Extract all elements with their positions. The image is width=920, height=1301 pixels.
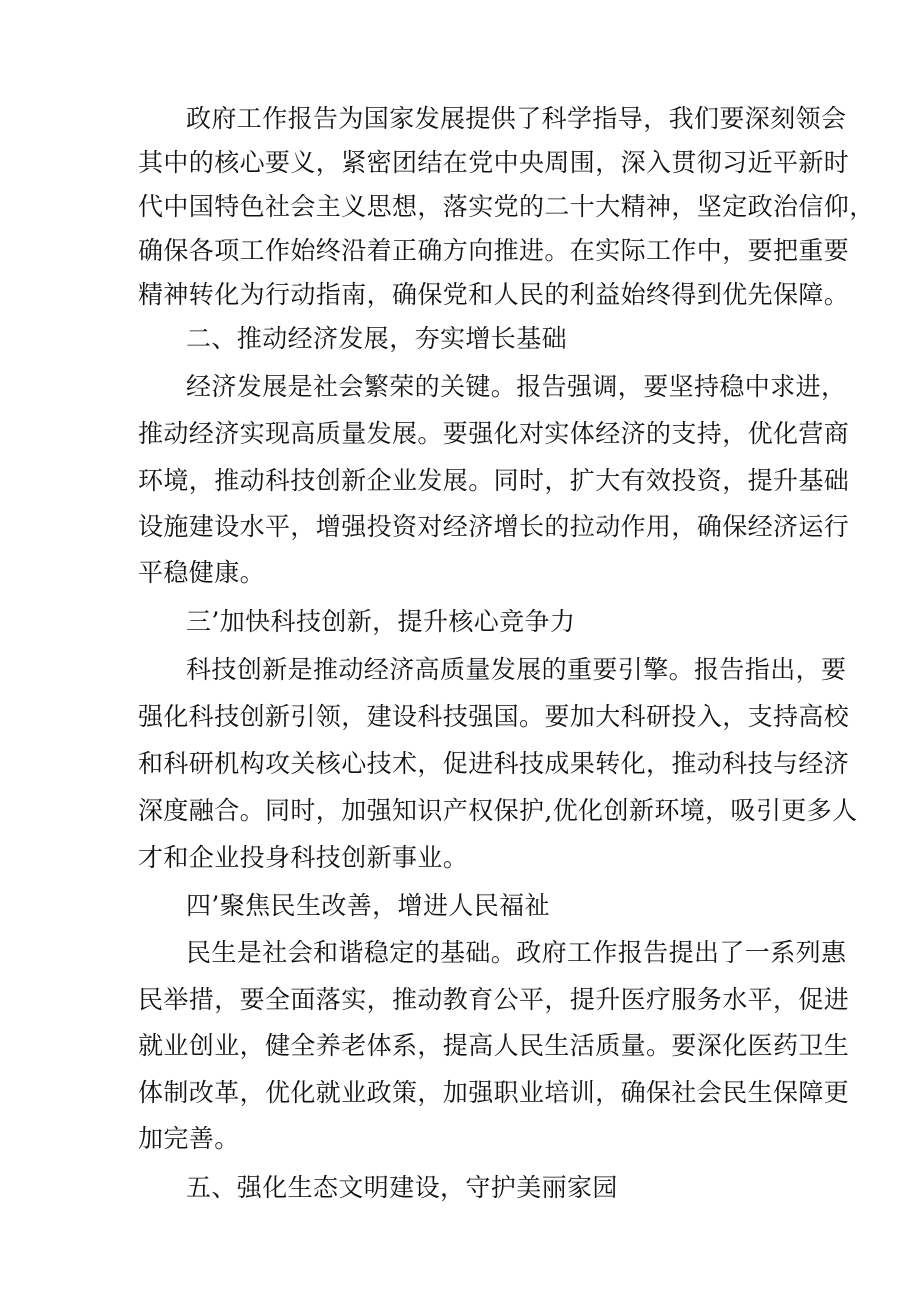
paragraph-3-line-3: 和科研机构攻关核心技术，促进科技成果转化，推动科技与经济 xyxy=(138,749,850,778)
paragraph-4-line-2: 民举措，要全面落实，推动教育公平，提升医疗服务水平，促进 xyxy=(138,985,850,1014)
section-heading-3: 三’加快科技创新，提升核心竞争力 xyxy=(186,607,576,636)
paragraph-3-line-4: 深度融合。同时，加强知识产权保护,优化创新环境，吸引更多人 xyxy=(138,796,858,825)
paragraph-4-line-5: 加完善。 xyxy=(138,1124,240,1153)
paragraph-4-line-4: 体制改革，优化就业政策，加强职业培训，确保社会民生保障更 xyxy=(138,1078,850,1107)
paragraph-1-line-4: 确保各项工作始终沿着正确方向推进。在实际工作中，要把重要 xyxy=(138,236,850,265)
paragraph-1-line-2: 其中的核心要义，紧密团结在党中央周围，深入贯彻习近平新时 xyxy=(138,148,850,177)
paragraph-2-line-4: 设施建设水平，增强投资对经济增长的拉动作用，确保经济运行 xyxy=(138,512,850,541)
paragraph-2-line-5: 平稳健康。 xyxy=(138,558,266,587)
section-heading-5: 五、强化生态文明建设，守护美丽家园 xyxy=(186,1173,618,1202)
paragraph-2-line-2: 推动经济实现高质量发展。要强化对实体经济的支持，优化营商 xyxy=(138,419,850,448)
paragraph-4-line-3: 就业创业，健全养老体系，提高人民生活质量。要深化医药卫生 xyxy=(138,1031,850,1060)
paragraph-3-line-5: 才和企业投身科技创新事业。 xyxy=(138,843,469,872)
paragraph-2-line-1: 经济发展是社会繁荣的关键。报告强调，要坚持稳中求进， xyxy=(186,372,847,401)
paragraph-1-line-5: 精神转化为行动指南，确保党和人民的利益始终得到优先保障。 xyxy=(138,280,850,309)
paragraph-3-line-2: 强化科技创新引领，建设科技强国。要加大科研投入，支持高校 xyxy=(138,702,850,731)
paragraph-3-line-1: 科技创新是推动经济高质量发展的重要引擎。报告指出，要 xyxy=(186,655,847,684)
paragraph-4-line-1: 民生是社会和谐稳定的基础。政府工作报告提出了一系列惠 xyxy=(186,938,847,967)
paragraph-1-line-3: 代中国特色社会主义思想，落实党的二十大精神，坚定政治信仰， xyxy=(138,192,875,221)
paragraph-1-line-1: 政府工作报告为国家发展提供了科学指导，我们要深刻领会 xyxy=(186,104,847,133)
section-heading-4: 四’聚焦民生改善，增进人民福祉 xyxy=(186,891,550,920)
section-heading-2: 二、推动经济发展，夯实增长基础 xyxy=(186,324,568,353)
paragraph-2-line-3: 环境，推动科技创新企业发展。同时，扩大有效投资，提升基础 xyxy=(138,466,850,495)
